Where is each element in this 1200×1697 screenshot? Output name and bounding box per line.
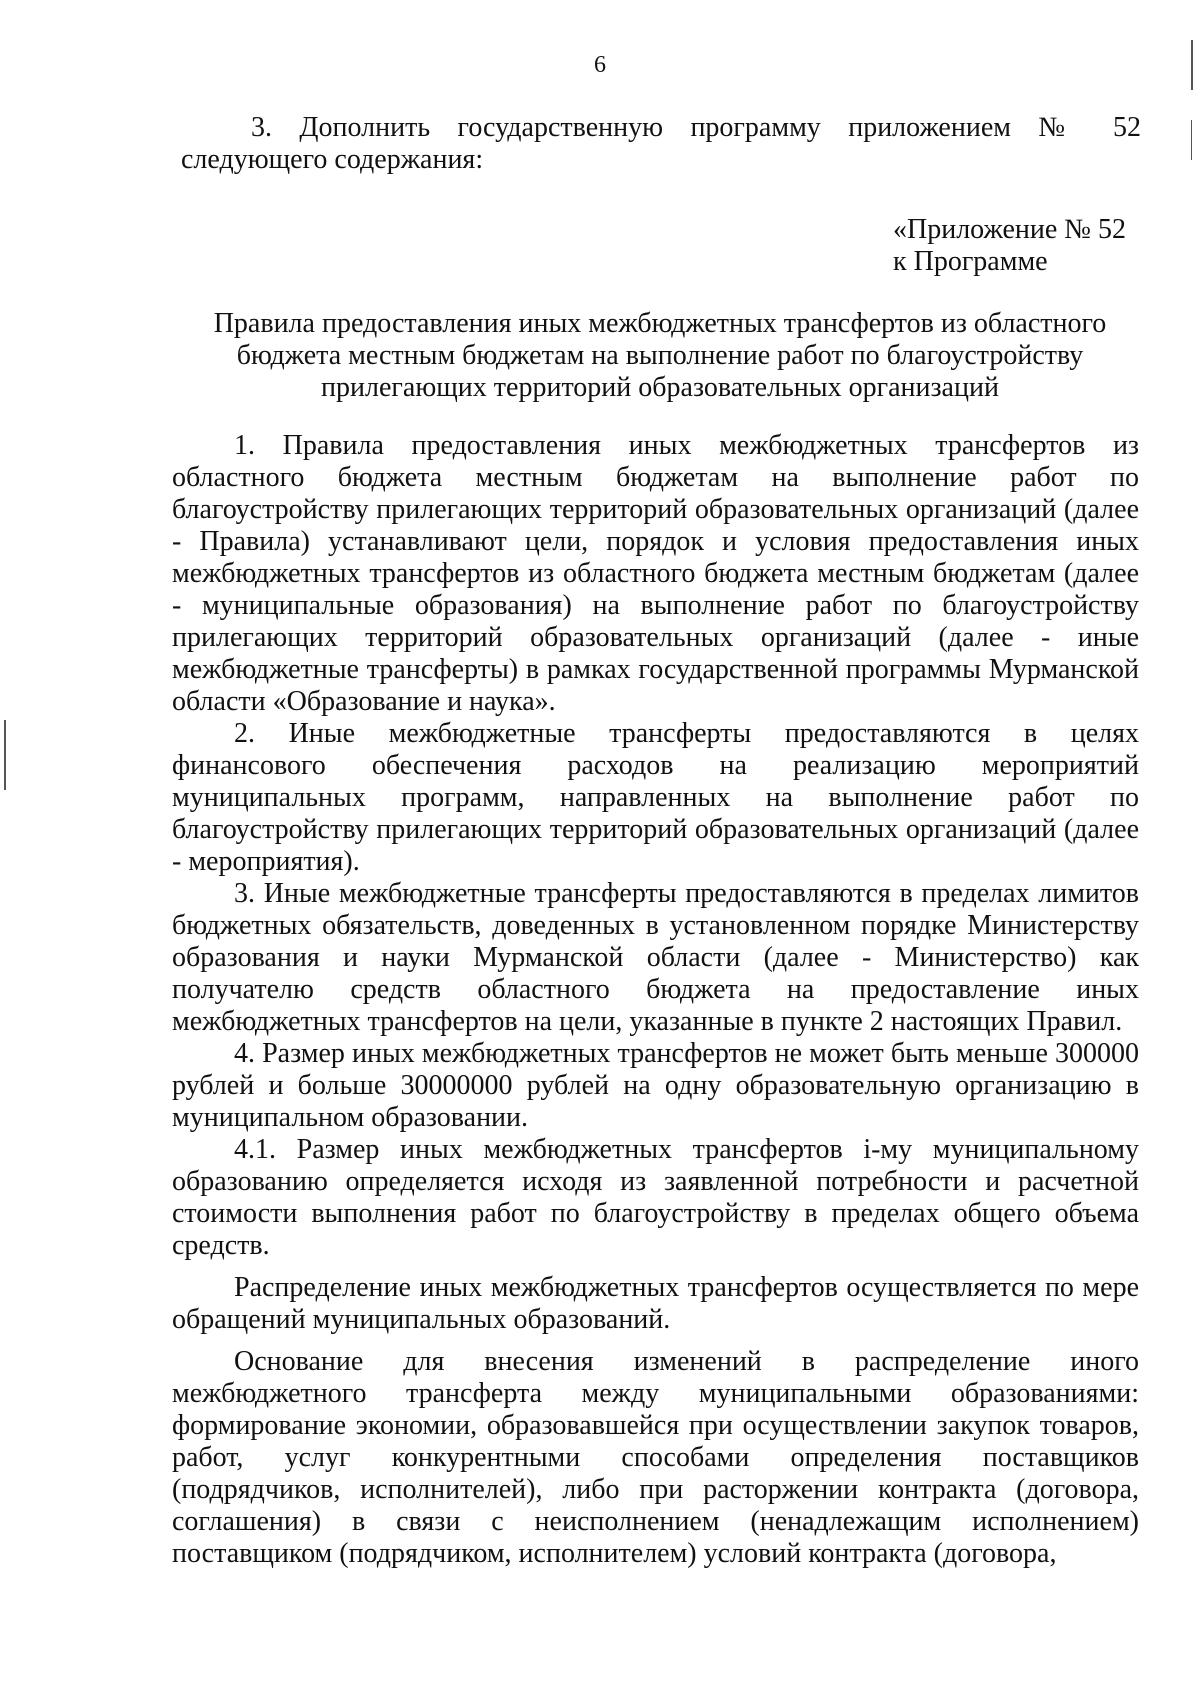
appendix-line-1: «Приложение № 52 <box>893 214 1126 245</box>
scan-edge-mark <box>1191 40 1193 90</box>
appendix-line-2: к Программе <box>893 246 1048 277</box>
document-title: Правила предоставления иных межбюджетных трансфертов из областного бюджета местным бюджетам на выполнение работ по благоустройству прилегающих территорий образовательных организаций <box>213 308 1107 403</box>
document-body <box>172 430 1139 1570</box>
appendix-heading <box>893 214 1126 278</box>
paragraph-1: 1. Правила предоставления иных межбюджетных трансфертов из областного бюджета местным бюджетам на выполнение работ по благоустройству прилегающих территорий образовательных организаций (далее - Правила) устанавливают цели, порядок и условия предоставления иных межбюджетных трансфертов из областного бюджета местным бюджетам (далее - муниципальные образования) на выполнение работ по благоустройству прилегающих территорий образовательных организаций (далее - иные межбюджетные трансферты) в рамках государственной программы Мурманской области «Образование и наука». <box>172 430 1139 717</box>
paragraph-4: 4. Размер иных межбюджетных трансфертов не может быть меньше 300000 рублей и больше 30000000 рублей на одну образовательную организацию в муниципальном образовании. <box>172 1038 1139 1133</box>
paragraph-3: 3. Иные межбюджетные трансферты предоставляются в пределах лимитов бюджетных обязательств, доведенных в установленном порядке Министерству образования и науки Мурманской области (далее - Министерство) как получателю средств областного бюджета на предоставление иных межбюджетных трансфертов на цели, указанные в пункте 2 настоящих Правил. <box>172 878 1139 1037</box>
scan-edge-mark <box>1191 120 1192 160</box>
paragraph-distribution: Распределение иных межбюджетных трансфертов осуществляется по мере обращений муниципальных образований. <box>172 1272 1139 1335</box>
paragraph-basis: Основание для внесения изменений в распределение иного межбюджетного трансферта между муниципальными образованиями: формирование экономии, образовавшейся при осуществлении закупок товаров, работ, услуг конкурентными способами определения поставщиков (подрядчиков, исполнителей), либо при расторжении контракта (договора, соглашения) в связи с неисполнением (ненадлежащим исполнением) поставщиком (подрядчиком, исполнителем) условий контракта (договора, <box>172 1346 1139 1569</box>
paragraph-2: 2. Иные межбюджетные трансферты предоставляются в целях финансового обеспечения расходов на реализацию мероприятий муниципальных программ, направленных на выполнение работ по благоустройству прилегающих территорий образовательных организаций (далее - мероприятия). <box>172 718 1139 877</box>
scan-edge-mark <box>4 720 6 790</box>
paragraph-4-1: 4.1. Размер иных межбюджетных трансфертов i-му муниципальному образованию определяется исходя из заявленной потребности и расчетной стоимости выполнения работ по благоустройству в пределах общего объема средств. <box>172 1134 1139 1261</box>
page-number: 6 <box>594 52 606 78</box>
intro-paragraph: 3. Дополнить государственную программу приложением № 52 следующего содержания: <box>181 112 1141 175</box>
